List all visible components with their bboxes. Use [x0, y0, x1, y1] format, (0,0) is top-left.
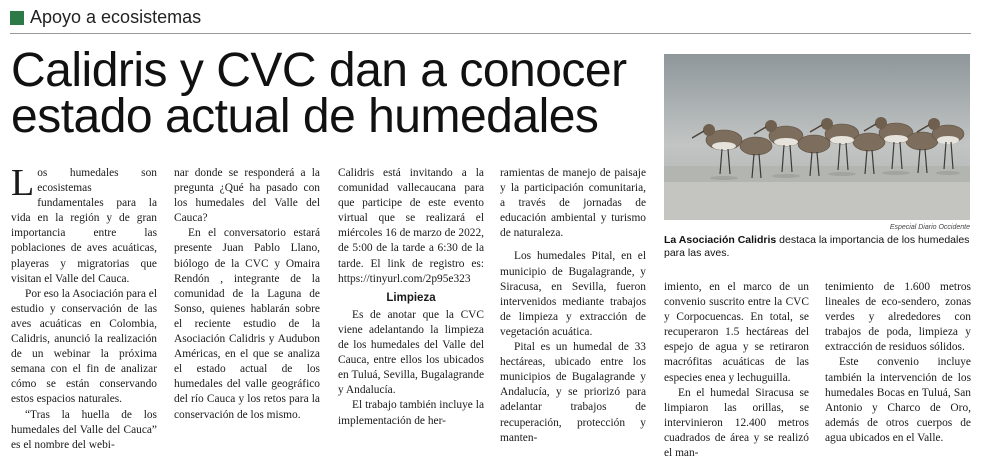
paragraph: Calidris está invitando a la comunidad vallecaucana para que participe de este evento virtual que se realizará el miércoles 16 de marzo de 2022, de 5:00 de la tarde a 6:30 de la tarde. El link de registro es: https://tinyurl.com/2p95e323 — [338, 167, 484, 285]
paragraph: imiento, en el marco de un convenio suscrito entre la CVC y Corpocuencas. En total, se recuperaron 1.5 hectáreas del espejo de agua y se retiraron macrófitas acuáticas de las especies enea y lechuguilla. — [664, 281, 809, 384]
paragraph: Pital es un humedal de 33 hectáreas, ubicado entre los municipios de Bugalagrande y Andalucía, y se priorizó para adelantar trabajos de recuperación, protección y manten- — [500, 341, 646, 444]
paragraph: ramientas de manejo de paisaje y la participación comunitaria, a través de jornadas de educación ambiental y turismo de naturaleza. — [500, 167, 646, 240]
article-column-5 — [664, 280, 809, 461]
shorebirds-illustration — [664, 54, 970, 220]
subhead-limpieza: Limpieza — [386, 291, 436, 304]
paragraph: Es de anotar que la CVC viene adelantando la limpieza de los humedales del Valle del Cauca, entre ellos los ubicados en Tuluá, Sevilla, Bugalagrande y Andalucía. — [338, 308, 484, 397]
headline: Calidris y CVC dan a conocer estado actual de humedales — [11, 44, 627, 143]
paragraph — [11, 162, 157, 287]
article-column-2 — [174, 166, 320, 423]
drop-cap: L — [11, 162, 35, 204]
article-column-1 — [11, 162, 157, 453]
section-tag — [10, 7, 201, 28]
section-label: Apoyo a ecosistemas — [30, 7, 202, 27]
caption-bold: La Asociación Calidris — [664, 234, 777, 246]
paragraph: Este convenio incluye también la intervención de los humedales Bocas en Tuluá, San Antonio y Charco de Oro, además de otros cuerpos de agua ubicados en el Valle. — [825, 356, 971, 444]
paragraph: Por eso la Asociación para el estudio y conservación de las aves acuáticas en Colombia, Calidris, anunció la realización de un webinar la próxima semana con el fin de analizar cómo se están conservando estos espacios naturales. — [11, 287, 157, 406]
paragraph: En el humedal Siracusa se limpiaron las orillas, se intervinieron 12.400 metros cuadrados de área y se realizó el man- — [664, 386, 809, 460]
section-color-square — [10, 11, 24, 25]
paragraph: En el conversatorio estará presente Juan Pablo Llano, biólogo de la CVC y Omaira Rendón , integrante de la comunidad de la Laguna de Sonso, quienes hablarán sobre el reciente estudio de la Asociación Calidris y Audubon Américas, en el que se analiza el estado actual de los humedales del valle geográfico del río Cauca y los retos para la conservación de los mismo. — [174, 227, 320, 421]
article-column-3 — [338, 166, 484, 429]
paragraph: nar donde se responderá a la pregunta ¿Qué ha pasado con los humedales del Valle del Cauca? — [174, 167, 320, 225]
paragraph-gap — [500, 241, 646, 249]
paragraph: tenimiento de 1.600 metros lineales de eco-sendero, zonas verdes y alrededores con trabajos de poda, limpieza y extracción de residuos sólidos. — [825, 281, 971, 354]
paragraph: El trabajo también incluye la implementación de her- — [338, 399, 484, 427]
paragraph: “Tras la huella de los humedales del Valle del Cauca” es el nombre del webi- — [11, 408, 157, 451]
shorebirds-photo — [664, 54, 970, 220]
paragraph: Los humedales Pital, en el municipio de Bugalagrande, y Siracusa, en Sevilla, fueron intervenidos mediante trabajos de limpieza y extracción de vegetación acuática. — [500, 250, 646, 338]
article-column-4 — [500, 166, 646, 446]
photo-caption — [664, 234, 974, 260]
article-column-6 — [825, 280, 971, 446]
header-divider — [10, 33, 971, 34]
photo-credit: Especial Diario Occidente — [889, 224, 970, 231]
paragraph-text: os humedales son ecosistemas fundamentales para la vida en la región y de gran importancia entre las poblaciones de aves acuáticas, playeras y migratorias que visitan el Valle del Cauca. — [11, 167, 157, 285]
caption-text: destaca la importancia de los humedales para las aves. — [664, 234, 970, 259]
